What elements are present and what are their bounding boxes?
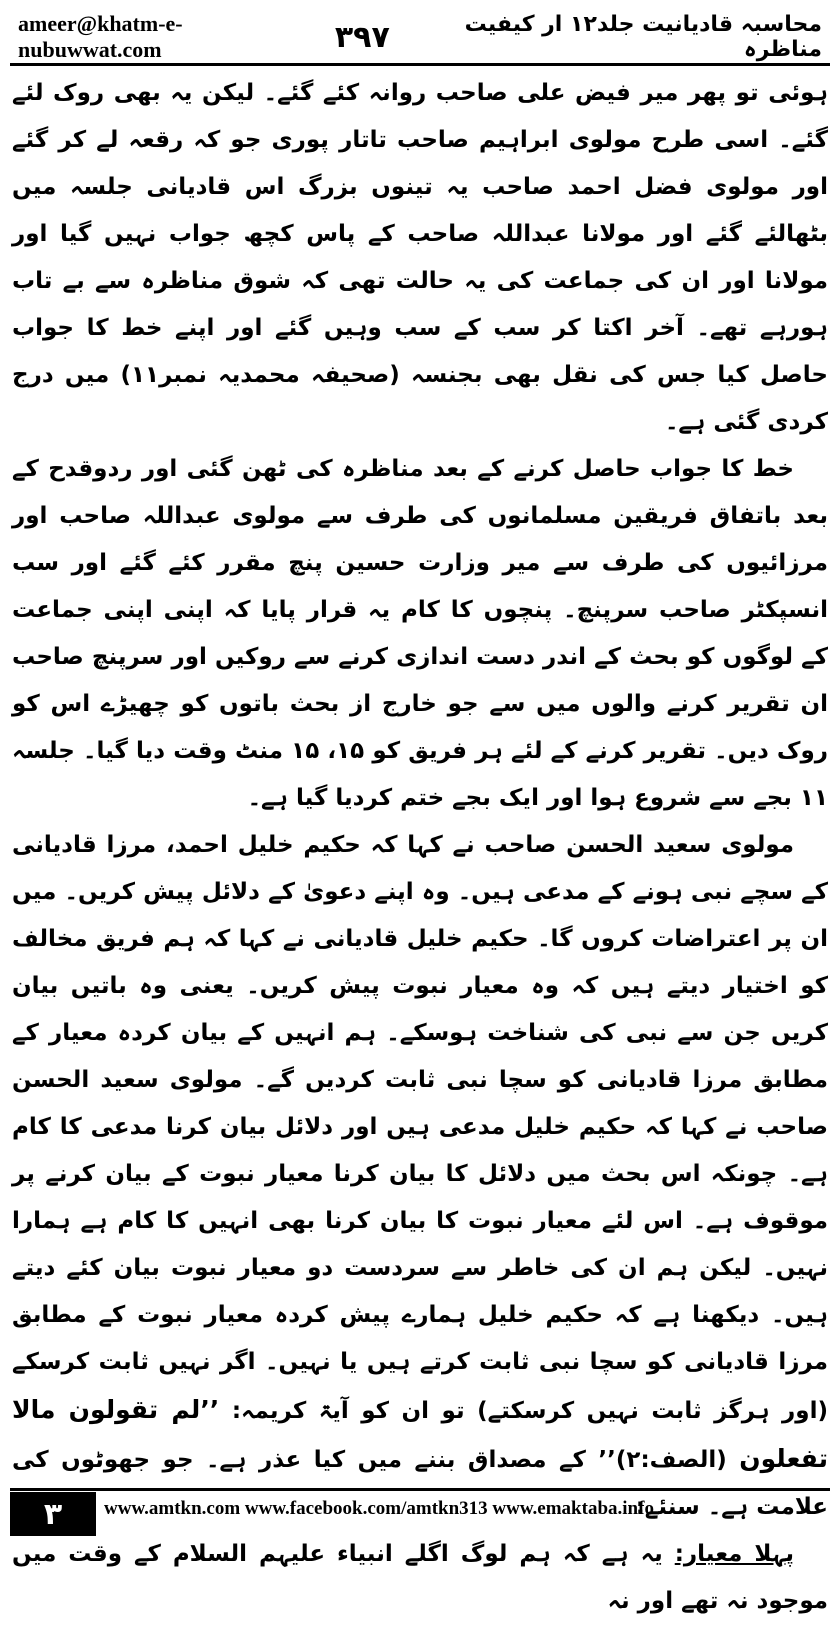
paragraph-1: ہوئی تو پھر میر فیض علی صاحب روانہ کئے گئے۔ لیکن یہ بھی روک لئے گئے۔ اسی طرح مولوی ابراہیم صاحب تاتار پوری جو کہ رقعہ لے کر گئے اور مولوی فضل احمد صاحب یہ تینوں بزرگ اس قادیانی جلسہ میں بٹھالئے گئے اور مولانا عبداللہ صاحب کے پاس کچھ جواب نہیں گیا اور مولانا اور ان کی جماعت کی یہ حالت تھی کہ شوق مناظرہ سے بے تاب ہورہے تھے۔ آخر اکتا کر سب کے سب وہیں گئے اور اپنے خط کا جواب حاصل کیا جس کی نقل بھی بجنسہ (صحیفہ محمدیہ نمبر۱۱) میں درج کردی گئی ہے۔ — [12, 80, 828, 435]
quran-verse: ’’لم تقولون مالا تفعلون — [12, 1395, 828, 1473]
paragraph-3-end: کے مصداق بننے میں کیا عذر ہے۔ جو جھوٹوں کی علامت ہے۔ سنئے: — [12, 1447, 828, 1520]
footer-page-number: ۳ — [10, 1492, 96, 1536]
paragraph-3 — [12, 822, 828, 1531]
header-rule — [10, 63, 830, 66]
footer-links: www.amtkn.com www.facebook.com/amtkn313 www.emaktaba.info — [104, 1498, 654, 1519]
paragraph-4 — [12, 1531, 828, 1625]
page-footer — [0, 1484, 840, 1540]
header-email: ameer@khatm-e-nubuwwat.com — [18, 11, 183, 62]
header-left — [18, 11, 390, 63]
header-book-title: محاسبہ قادیانیت جلد۱۲ ار کیفیت مناظرہ — [464, 12, 822, 62]
paragraph-3-text: مولوی سعید الحسن صاحب نے کہا کہ حکیم خلیل احمد، مرزا قادیانی کے سچے نبی ہونے کے مدعی ہیں۔ وہ اپنے دعویٰ کے دلائل پیش کریں۔ میں ان پر اعتراضات کروں گا۔ حکیم خلیل قادیانی نے کہا کہ ہم فریق مخالف کو اختیار دیتے ہیں کہ وہ معیار نبوت پیش کریں۔ یعنی وہ باتیں بیان کریں جن سے نبی کی شناخت ہوسکے۔ ہم انہیں کے بیان کردہ معیار کے مطابق مرزا قادیانی کو سچا نبی ثابت کردیں گے۔ مولوی سعید الحسن صاحب نے کہا کہ حکیم خلیل مدعی ہیں اور دلائل بیان کرنا مدعی کا کام ہے۔ چونکہ اس بحث میں دلائل کا بیان کرنا معیار نبوت کے بیان کرنے پر موقوف ہے۔ اس لئے معیار نبوت کا بیان کرنا بھی انہیں کا کام ہے ہمارا نہیں۔ لیکن ہم ان کی خاطر سے سردست دو معیار نبوت بیان کئے دیتے ہیں۔ دیکھنا ہے کہ حکیم خلیل ہمارے پیش کردہ معیار نبوت کے مطابق مرزا قادیانی کو سچا نبی ثابت کرتے ہیں یا نہیں۔ اگر نہیں ثابت کرسکے (اور ہرگز ثابت نہیں کرسکتے) تو ان کو آیۃ کریمہ: — [12, 832, 828, 1424]
verse-reference: (الصف:۲)’’ — [598, 1447, 727, 1473]
page-body — [12, 70, 828, 1625]
paragraph-2: خط کا جواب حاصل کرنے کے بعد مناظرہ کی ٹھن گئی اور ردوقدح کے بعد باتفاق فریقین مسلمانوں کی طرف سے مولوی عبداللہ صاحب اور مرزائیوں کی طرف سے میر وزارت حسین پنچ مقرر کئے گئے اور سب انسپکٹر صاحب سرپنچ۔ پنچوں کا کام یہ قرار پایا کہ اپنی اپنی جماعت کے لوگوں کو بحث کے اندر دست اندازی کرنے سے روکیں اور سرپنچ صاحب ان تقریر کرنے والوں میں سے جو خارج از بحث باتوں کو چھیڑے اس کو روک دیں۔ تقریر کرنے کے لئے ہر فریق کو ۱۵، ۱۵ منٹ وقت دیا گیا۔ جلسہ ۱۱ بجے سے شروع ہوا اور ایک بجے ختم کردیا گیا ہے۔ — [12, 456, 828, 811]
paragraph-4-text: یہ ہے کہ ہم لوگ اگلے انبیاء علیہم السلام کے وقت میں موجود نہ تھے اور نہ — [12, 1541, 828, 1614]
header-page-number: ۳۹۷ — [334, 19, 390, 55]
page-header — [18, 11, 822, 62]
footer-rule — [10, 1488, 830, 1491]
first-criterion-label: پہلا معیار: — [674, 1541, 794, 1567]
